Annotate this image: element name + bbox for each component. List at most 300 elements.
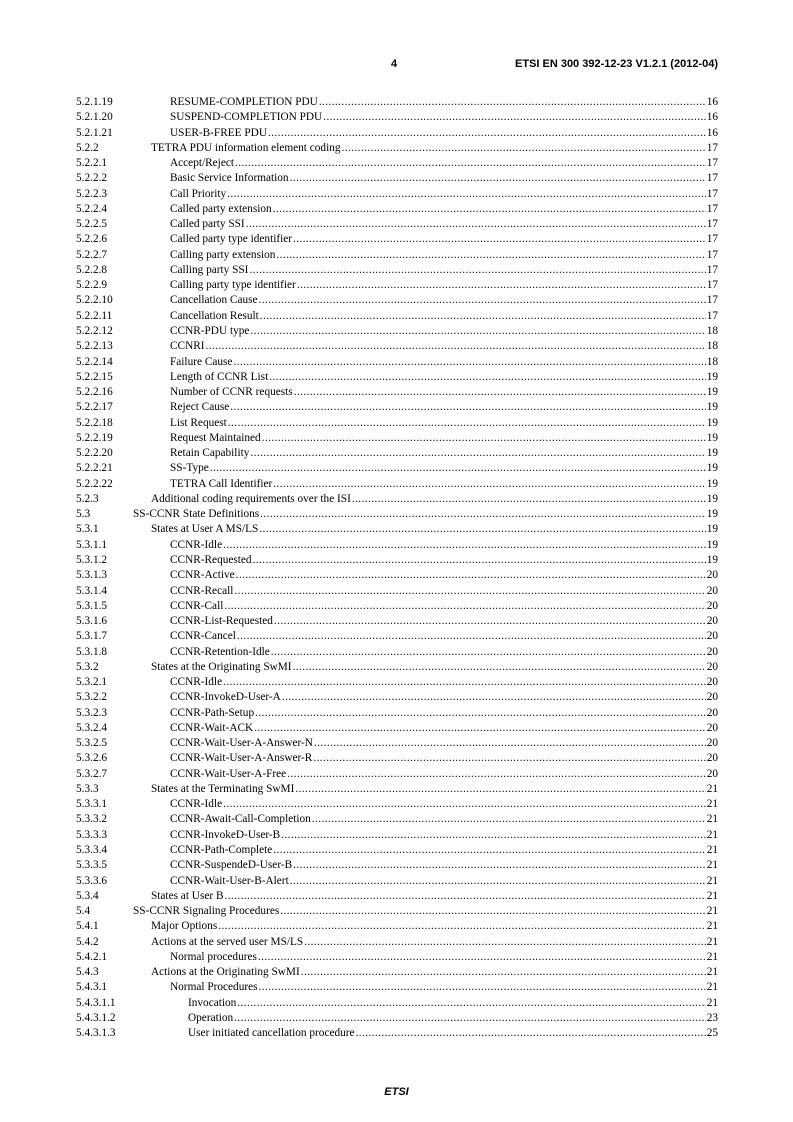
- toc-section-title: TETRA PDU information element coding: [151, 141, 341, 154]
- toc-entry-body: [151, 522, 718, 537]
- toc-entry-body: [170, 645, 718, 660]
- toc-entry-body: [170, 293, 718, 308]
- toc-section-number: 5.4.3.1: [76, 981, 108, 994]
- page-number: 4: [391, 58, 398, 70]
- toc-section-number: 5.3.1.4: [76, 584, 108, 597]
- toc-dot-leader: [206, 339, 706, 354]
- toc-dot-leader: [230, 400, 705, 415]
- toc-page-number: 21: [706, 859, 718, 872]
- toc-entry-body: [151, 492, 718, 507]
- toc-section-number: 5.2.2.20: [76, 447, 113, 460]
- toc-entry[interactable]: [76, 950, 718, 965]
- table-of-contents: [76, 95, 718, 1041]
- toc-page-number: 17: [706, 279, 718, 292]
- toc-entry-body: [170, 828, 718, 843]
- toc-dot-leader: [290, 874, 706, 889]
- toc-dot-leader: [237, 629, 706, 644]
- toc-entry-body: [170, 980, 718, 995]
- toc-page-number: 19: [706, 431, 718, 444]
- toc-section-title: States at the Terminating SwMI: [151, 782, 295, 795]
- toc-page-number: 19: [706, 462, 718, 475]
- toc-section-number: 5.3.2.2: [76, 691, 108, 704]
- toc-page-number: 19: [706, 370, 718, 383]
- toc-dot-leader: [234, 1011, 706, 1026]
- toc-entry-body: [170, 568, 718, 583]
- toc-section-number: 5.3.3.4: [76, 844, 108, 857]
- toc-page-number: 19: [706, 401, 718, 414]
- toc-entry[interactable]: [76, 629, 718, 644]
- toc-section-title: CCNR-InvokeD-User-A: [170, 691, 281, 704]
- toc-page-number: 20: [706, 630, 718, 643]
- toc-entry[interactable]: [76, 935, 718, 950]
- toc-section-title: CCNR-Path-Complete: [170, 844, 273, 857]
- toc-section-number: 5.4.2.1: [76, 950, 108, 963]
- toc-section-title: Actions at the Originating SwMI: [151, 966, 300, 979]
- toc-section-title: CCNR-InvokeD-User-B: [170, 828, 281, 841]
- toc-entry[interactable]: [76, 736, 718, 751]
- toc-section-number: 5.2.2.16: [76, 386, 113, 399]
- toc-section-number: 5.2.2.18: [76, 416, 113, 429]
- toc-entry[interactable]: [76, 385, 718, 400]
- toc-dot-leader: [223, 675, 706, 690]
- toc-dot-leader: [224, 599, 705, 614]
- toc-entry[interactable]: [76, 767, 718, 782]
- toc-section-title: CCNR-Idle: [170, 798, 223, 811]
- toc-entry[interactable]: [76, 919, 718, 934]
- toc-section-number: 5.4.1: [76, 920, 99, 933]
- toc-section-title: Accept/Reject: [170, 157, 234, 170]
- toc-section-number: 5.2.2.9: [76, 279, 108, 292]
- toc-section-number: 5.3.2.6: [76, 752, 108, 765]
- toc-page-number: 19: [706, 416, 718, 429]
- toc-section-title: Actions at the served user MS/LS: [151, 935, 304, 948]
- toc-dot-leader: [259, 980, 706, 995]
- toc-section-title: RESUME-COMPLETION PDU: [170, 96, 318, 108]
- toc-entry[interactable]: [76, 584, 718, 599]
- toc-page-number: 19: [706, 553, 718, 566]
- toc-entry[interactable]: [76, 156, 718, 171]
- toc-section-number: 5.2.2.10: [76, 294, 113, 307]
- toc-entry-body: [170, 461, 718, 476]
- toc-entry-body: [170, 767, 718, 782]
- toc-entry[interactable]: [76, 507, 718, 522]
- toc-entry[interactable]: [76, 339, 718, 354]
- document-reference: ETSI EN 300 392-12-23 V1.2.1 (2012-04): [514, 58, 718, 70]
- toc-entry[interactable]: [76, 400, 718, 415]
- toc-entry[interactable]: [76, 477, 718, 492]
- toc-entry[interactable]: [76, 278, 718, 293]
- toc-section-number: 5.3.1.6: [76, 615, 108, 628]
- toc-dot-leader: [218, 919, 705, 934]
- toc-section-number: 5.2.2.17: [76, 401, 113, 414]
- toc-section-title: SUSPEND-COMPLETION PDU: [170, 111, 323, 124]
- toc-dot-leader: [301, 965, 706, 980]
- toc-entry[interactable]: [76, 232, 718, 247]
- toc-dot-leader: [313, 751, 705, 766]
- toc-section-title: Basic Service Information: [170, 172, 289, 185]
- toc-entry-body: [170, 843, 718, 858]
- toc-page-number: 20: [706, 767, 718, 780]
- toc-section-title: Called party type identifier: [170, 233, 293, 246]
- toc-dot-leader: [304, 935, 706, 950]
- toc-entry-body: [170, 874, 718, 889]
- toc-entry[interactable]: [76, 889, 718, 904]
- toc-entry[interactable]: [76, 996, 718, 1011]
- toc-entry-body: [170, 690, 718, 705]
- toc-section-title: States at User A MS/LS: [151, 523, 259, 536]
- toc-page-number: 19: [706, 477, 718, 490]
- toc-entry[interactable]: [76, 309, 718, 324]
- toc-entry[interactable]: [76, 1026, 718, 1041]
- toc-page-number: 20: [706, 660, 718, 673]
- toc-section-title: Normal Procedures: [170, 981, 258, 994]
- toc-section-number: 5.2.2.3: [76, 187, 108, 200]
- toc-section-number: 5.3.1.2: [76, 553, 108, 566]
- toc-section-number: 5.3.1: [76, 523, 99, 536]
- toc-section-number: 5.3.2: [76, 660, 99, 673]
- toc-entry-body: [170, 171, 718, 186]
- toc-section-number: 5.2.2.7: [76, 248, 108, 261]
- toc-entry[interactable]: [76, 980, 718, 995]
- toc-dot-leader: [258, 950, 706, 965]
- toc-section-number: 5.2.2.11: [76, 309, 113, 322]
- toc-entry-body: [170, 385, 718, 400]
- toc-section-number: 5.3.2.4: [76, 721, 108, 734]
- toc-dot-leader: [323, 110, 705, 125]
- toc-entry[interactable]: [76, 492, 718, 507]
- toc-dot-leader: [254, 721, 706, 736]
- toc-section-number: 5.2.2.15: [76, 370, 113, 383]
- toc-dot-leader: [246, 217, 706, 232]
- toc-section-title: CCNR-Recall: [170, 584, 234, 597]
- toc-dot-leader: [273, 477, 705, 492]
- toc-dot-leader: [312, 812, 706, 827]
- toc-section-number: 5.2.2.5: [76, 218, 108, 231]
- toc-section-number: 5.4.3.1.2: [76, 1011, 116, 1024]
- toc-dot-leader: [342, 141, 706, 156]
- toc-page-number: 17: [706, 202, 718, 215]
- toc-page-number: 20: [706, 615, 718, 628]
- toc-entry[interactable]: [76, 721, 718, 736]
- toc-section-title: CCNR-Wait-ACK: [170, 721, 254, 734]
- toc-entry[interactable]: [76, 690, 718, 705]
- toc-section-title: CCNR-Wait-User-A-Free: [170, 767, 287, 780]
- toc-entry[interactable]: [76, 614, 718, 629]
- toc-section-number: 5.3.3.3: [76, 828, 108, 841]
- toc-section-title: CCNR-Requested: [170, 553, 252, 566]
- toc-entry[interactable]: [76, 797, 718, 812]
- toc-entry[interactable]: [76, 248, 718, 263]
- toc-entry-body: [151, 141, 718, 156]
- toc-section-number: 5.2.2.14: [76, 355, 113, 368]
- toc-entry[interactable]: [76, 355, 718, 370]
- toc-entry[interactable]: [76, 553, 718, 568]
- toc-entry-body: [170, 736, 718, 751]
- toc-dot-leader: [274, 614, 706, 629]
- toc-entry[interactable]: [76, 293, 718, 308]
- toc-page-number: 17: [706, 309, 718, 322]
- toc-section-title: Called party extension: [170, 202, 272, 215]
- toc-section-title: Calling party type identifier: [170, 279, 296, 292]
- toc-section-number: 5.2.2.13: [76, 340, 113, 353]
- toc-entry[interactable]: [76, 431, 718, 446]
- toc-page-number: 20: [706, 599, 718, 612]
- toc-section-number: 5.2.2.21: [76, 462, 113, 475]
- toc-dot-leader: [234, 584, 705, 599]
- toc-dot-leader: [276, 248, 705, 263]
- toc-section-title: CCNR-SuspendeD-User-B: [170, 859, 293, 872]
- toc-page-number: 20: [706, 752, 718, 765]
- toc-section-number: 5.4.3: [76, 966, 99, 979]
- toc-entry[interactable]: [76, 202, 718, 217]
- toc-entry-body: [170, 202, 718, 217]
- toc-dot-leader: [262, 431, 706, 446]
- toc-dot-leader: [293, 660, 706, 675]
- toc-entry-body: [170, 706, 718, 721]
- toc-section-title: CCNR-Cancel: [170, 630, 236, 643]
- toc-section-number: 5.2.1.19: [76, 96, 113, 108]
- toc-page-number: 17: [706, 187, 718, 200]
- toc-page-number: 20: [706, 584, 718, 597]
- toc-page-number: 21: [706, 782, 718, 795]
- toc-entry[interactable]: [76, 416, 718, 431]
- toc-section-number: 5.3.2.5: [76, 737, 108, 750]
- toc-page-number: 20: [706, 737, 718, 750]
- toc-page-number: 21: [706, 844, 718, 857]
- toc-entry[interactable]: [76, 141, 718, 156]
- toc-entry-body: [170, 812, 718, 827]
- toc-entry[interactable]: [76, 538, 718, 553]
- toc-entry[interactable]: [76, 171, 718, 186]
- toc-dot-leader: [271, 645, 706, 660]
- toc-entry[interactable]: [76, 110, 718, 125]
- toc-section-number: 5.2.2.6: [76, 233, 108, 246]
- toc-page-number: 17: [706, 141, 718, 154]
- toc-page-number: 21: [706, 966, 718, 979]
- toc-entry-body: [170, 278, 718, 293]
- toc-section-number: 5.2.1.21: [76, 126, 113, 139]
- toc-page-number: 21: [706, 813, 718, 826]
- toc-entry-body: [170, 431, 718, 446]
- toc-page-number: 19: [706, 523, 718, 536]
- toc-page-number: 21: [706, 798, 718, 811]
- toc-section-title: Request Maintained: [170, 431, 261, 444]
- toc-section-title: Failure Cause: [170, 355, 233, 368]
- toc-dot-leader: [233, 355, 705, 370]
- toc-entry[interactable]: [76, 706, 718, 721]
- toc-entry[interactable]: [76, 263, 718, 278]
- toc-section-number: 5.3.1.5: [76, 599, 108, 612]
- toc-entry[interactable]: [76, 675, 718, 690]
- toc-section-title: Calling party extension: [170, 248, 276, 261]
- toc-dot-leader: [249, 263, 705, 278]
- page-header: [0, 58, 793, 74]
- toc-section-title: Called party SSI: [170, 218, 245, 231]
- toc-section-title: CCNR-Idle: [170, 538, 223, 551]
- toc-page-number: 19: [706, 386, 718, 399]
- toc-section-number: 5.2.2.19: [76, 431, 113, 444]
- toc-dot-leader: [250, 446, 705, 461]
- toc-entry[interactable]: [76, 828, 718, 843]
- toc-entry[interactable]: [76, 645, 718, 660]
- toc-section-title: States at the Originating SwMI: [151, 660, 292, 673]
- toc-section-title: USER-B-FREE PDU: [170, 126, 267, 139]
- toc-entry[interactable]: [76, 446, 718, 461]
- toc-entry[interactable]: [76, 782, 718, 797]
- toc-entry-body: [170, 309, 718, 324]
- toc-entry-body: [170, 538, 718, 553]
- toc-entry-body: [170, 553, 718, 568]
- toc-entry-body: [170, 584, 718, 599]
- toc-entry[interactable]: [76, 874, 718, 889]
- toc-entry-body: [188, 1011, 718, 1026]
- toc-entry[interactable]: [76, 751, 718, 766]
- toc-entry-body: [170, 950, 718, 965]
- toc-dot-leader: [273, 202, 706, 217]
- toc-page-number: 18: [706, 324, 718, 337]
- toc-section-title: CCNR-Wait-User-A-Answer-N: [170, 737, 313, 750]
- toc-dot-leader: [314, 736, 706, 751]
- toc-entry[interactable]: [76, 324, 718, 339]
- toc-entry[interactable]: [76, 599, 718, 614]
- toc-entry-body: [151, 660, 718, 675]
- toc-section-title: Major Options: [151, 920, 218, 933]
- toc-entry-body: [170, 156, 718, 171]
- toc-dot-leader: [253, 553, 706, 568]
- toc-section-number: 5.3.3.5: [76, 859, 108, 872]
- toc-page-number: 17: [706, 157, 718, 170]
- toc-section-number: 5.2.2.4: [76, 202, 108, 215]
- toc-section-title: Reject Cause: [170, 401, 230, 414]
- toc-entry[interactable]: [76, 370, 718, 385]
- toc-entry-body: [170, 614, 718, 629]
- toc-page-number: 17: [706, 233, 718, 246]
- toc-dot-leader: [319, 95, 706, 110]
- toc-section-title: Operation: [188, 1011, 234, 1024]
- toc-dot-leader: [260, 309, 706, 324]
- toc-section-number: 5.3.4: [76, 889, 99, 902]
- toc-entry[interactable]: [76, 843, 718, 858]
- toc-section-number: 5.3.3.6: [76, 874, 108, 887]
- toc-section-number: 5.2.1.20: [76, 111, 113, 124]
- toc-entry-body: [170, 324, 718, 339]
- toc-page-number: 19: [706, 492, 718, 505]
- toc-page-number: 17: [706, 172, 718, 185]
- toc-entry[interactable]: [76, 461, 718, 476]
- toc-entry[interactable]: [76, 568, 718, 583]
- toc-section-title: Call Priority: [170, 187, 227, 200]
- toc-entry[interactable]: [76, 522, 718, 537]
- toc-entry[interactable]: [76, 812, 718, 827]
- toc-dot-leader: [237, 996, 705, 1011]
- toc-entry[interactable]: [76, 965, 718, 980]
- toc-entry-body: [170, 858, 718, 873]
- toc-entry-body: [170, 477, 718, 492]
- toc-entry[interactable]: [76, 126, 718, 141]
- toc-page-number: 19: [706, 538, 718, 551]
- toc-entry-body: [170, 339, 718, 354]
- toc-dot-leader: [269, 370, 705, 385]
- toc-page-number: 19: [706, 508, 718, 521]
- toc-section-number: 5.2.2: [76, 141, 99, 154]
- toc-entry[interactable]: [76, 858, 718, 873]
- toc-dot-leader: [235, 156, 706, 171]
- toc-section-number: 5.3.3.1: [76, 798, 108, 811]
- toc-entry[interactable]: [76, 95, 718, 110]
- toc-entry-body: [133, 904, 718, 919]
- toc-section-title: SS-Type: [170, 462, 209, 475]
- toc-entry-body: [151, 965, 718, 980]
- toc-entry-body: [170, 675, 718, 690]
- toc-entry-body: [170, 95, 718, 110]
- toc-entry[interactable]: [76, 217, 718, 232]
- toc-entry-body: [170, 416, 718, 431]
- toc-entry-body: [170, 232, 718, 247]
- toc-entry-body: [170, 599, 718, 614]
- toc-section-title: TETRA Call Identifier: [170, 477, 273, 490]
- toc-page-number: 16: [706, 96, 718, 108]
- toc-entry-body: [170, 721, 718, 736]
- toc-section-title: CCNR-Path-Setup: [170, 706, 255, 719]
- toc-entry-body: [133, 507, 718, 522]
- toc-entry-body: [151, 935, 718, 950]
- toc-section-number: 5.3.1.3: [76, 569, 108, 582]
- toc-dot-leader: [281, 828, 705, 843]
- toc-dot-leader: [294, 385, 706, 400]
- toc-section-title: Number of CCNR requests: [170, 386, 293, 399]
- toc-page-number: 25: [706, 1027, 718, 1040]
- toc-entry[interactable]: [76, 904, 718, 919]
- toc-entry[interactable]: [76, 187, 718, 202]
- toc-section-title: SS-CCNR Signaling Procedures: [133, 905, 280, 918]
- toc-entry[interactable]: [76, 1011, 718, 1026]
- toc-page-number: 17: [706, 218, 718, 231]
- toc-section-title: Invocation: [188, 996, 237, 1009]
- toc-page-number: 16: [706, 111, 718, 124]
- toc-dot-leader: [259, 522, 705, 537]
- toc-section-number: 5.3.3: [76, 782, 99, 795]
- toc-section-title: CCNR-Retention-Idle: [170, 645, 270, 658]
- toc-section-title: List Request: [170, 416, 227, 429]
- toc-page-number: 20: [706, 721, 718, 734]
- toc-entry-body: [151, 919, 718, 934]
- toc-entry[interactable]: [76, 660, 718, 675]
- toc-section-title: Calling party SSI: [170, 263, 249, 276]
- toc-section-number: 5.4.3.1.3: [76, 1027, 116, 1040]
- toc-dot-leader: [356, 1026, 706, 1041]
- toc-entry-body: [188, 1026, 718, 1041]
- toc-entry-body: [170, 126, 718, 141]
- toc-section-title: CCNR-Wait-User-A-Answer-R: [170, 752, 313, 765]
- toc-page-number: 20: [706, 569, 718, 582]
- toc-section-title: CCNR-Idle: [170, 676, 223, 689]
- toc-dot-leader: [295, 782, 705, 797]
- toc-page-number: 21: [706, 828, 718, 841]
- toc-dot-leader: [259, 293, 706, 308]
- toc-page-number: 23: [706, 1011, 718, 1024]
- toc-dot-leader: [224, 889, 705, 904]
- toc-page-number: 17: [706, 294, 718, 307]
- toc-section-number: 5.2.3: [76, 492, 99, 505]
- toc-section-number: 5.3.1.1: [76, 538, 108, 551]
- toc-section-title: User initiated cancellation procedure: [188, 1027, 355, 1040]
- toc-section-title: Cancellation Result: [170, 309, 259, 322]
- toc-entry-body: [170, 263, 718, 278]
- toc-section-number: 5.3.3.2: [76, 813, 108, 826]
- toc-entry-body: [170, 629, 718, 644]
- toc-page-number: 18: [706, 340, 718, 353]
- toc-page-number: 20: [706, 676, 718, 689]
